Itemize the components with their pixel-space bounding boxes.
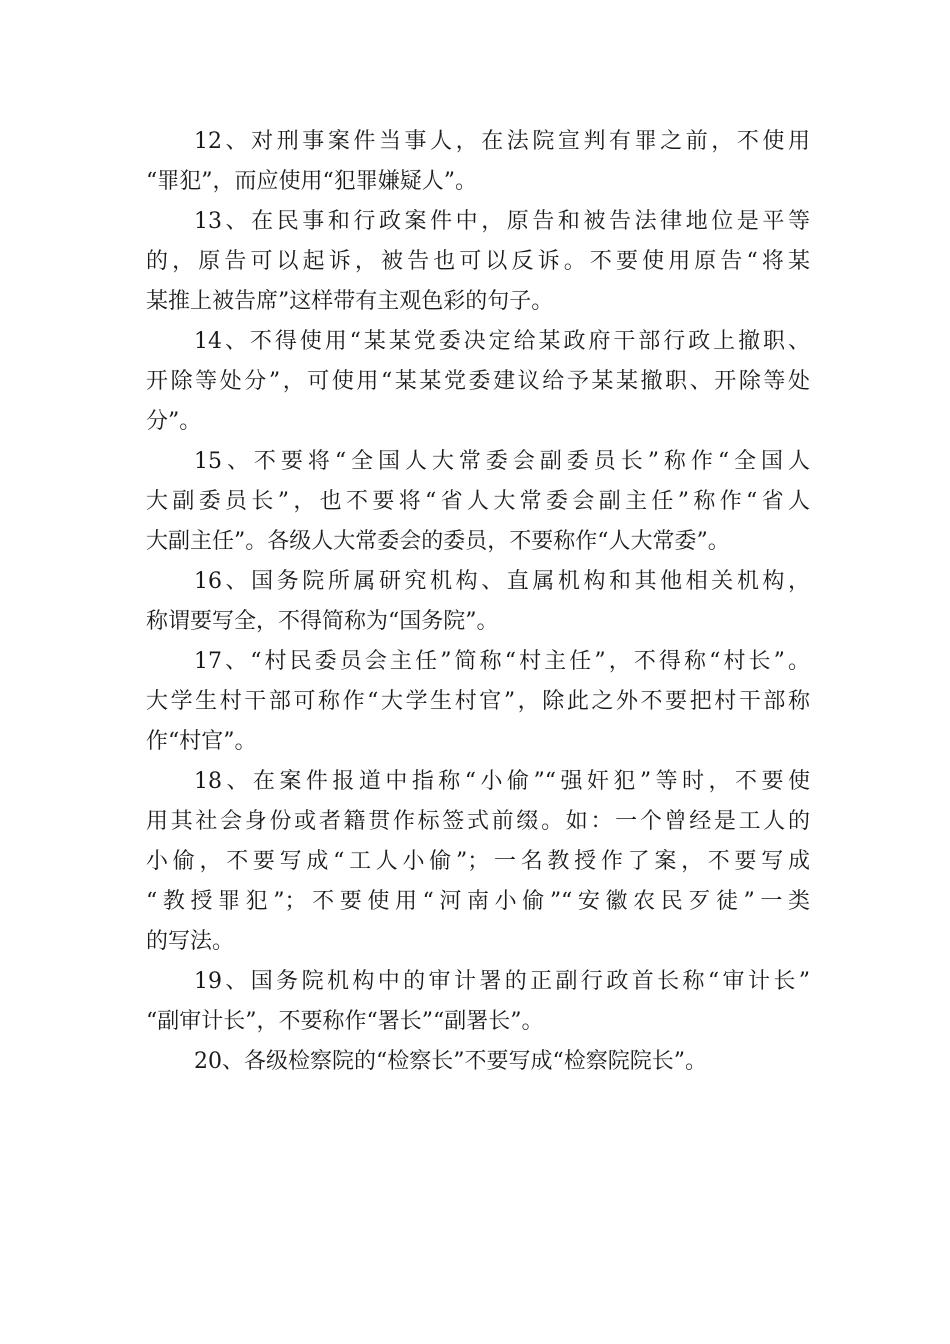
item-18-line-1: 18、在案件报道中指称“小偷”“强奸犯”等时，不要使: [194, 769, 810, 794]
item-13-line-1: 13、在民事和行政案件中，原告和被告法律地位是平等: [194, 209, 810, 234]
item-20-line-1: 20、各级检察院的“检察长”不要写成“检察院院长”。: [194, 1049, 707, 1074]
item-18-line-5: 的写法。: [146, 929, 235, 954]
item-14-line-3: 分”。: [146, 409, 202, 434]
item-14-line-2: 开除等处分”，可使用“某某党委建议给予某某撤职、开除等处: [146, 369, 810, 394]
item-18-line-4: “教授罪犯”；不要使用“河南小偷”“安徽农民歹徒”一类: [146, 889, 810, 914]
item-12-line-1: 12、对刑事案件当事人，在法院宣判有罪之前，不使用: [194, 129, 810, 154]
item-19-line-2: “副审计长”，不要称作“署长”“副署长”。: [146, 1009, 544, 1034]
item-18-line-3: 小偷，不要写成“工人小偷”；一名教授作了案，不要写成: [146, 849, 810, 874]
item-17-line-1: 17、“村民委员会主任”简称“村主任”，不得称“村长”。: [194, 649, 810, 674]
item-16-line-1: 16、国务院所属研究机构、直属机构和其他相关机构，: [194, 569, 810, 594]
item-15-line-1: 15、不要将“全国人大常委会副委员长”称作“全国人: [194, 449, 810, 474]
item-17-line-3: 作“村官”。: [146, 729, 257, 754]
item-13-line-2: 的，原告可以起诉，被告也可以反诉。不要使用原告“将某: [146, 249, 810, 274]
item-13-line-3: 某推上被告席”这样带有主观色彩的句子。: [146, 289, 554, 314]
item-14-line-1: 14、不得使用“某某党委决定给某政府干部行政上撤职、: [194, 329, 810, 354]
item-12-line-2: “罪犯”，而应使用“犯罪嫌疑人”。: [146, 169, 477, 194]
item-16-line-2: 称谓要写全，不得简称为“国务院”。: [146, 609, 499, 634]
item-18-line-2: 用其社会身份或者籍贯作标签式前缀。如：一个曾经是工人的: [146, 809, 810, 834]
item-15-line-3: 大副主任”。各级人大常委会的委员，不要称作“人大常委”。: [146, 529, 730, 554]
document-body: [146, 122, 810, 1082]
item-17-line-2: 大学生村干部可称作“大学生村官”，除此之外不要把村干部称: [146, 689, 810, 714]
item-19-line-1: 19、国务院机构中的审计署的正副行政首长称“审计长”: [194, 969, 810, 994]
item-15-line-2: 大副委员长”，也不要将“省人大常委会副主任”称作“省人: [146, 489, 810, 514]
